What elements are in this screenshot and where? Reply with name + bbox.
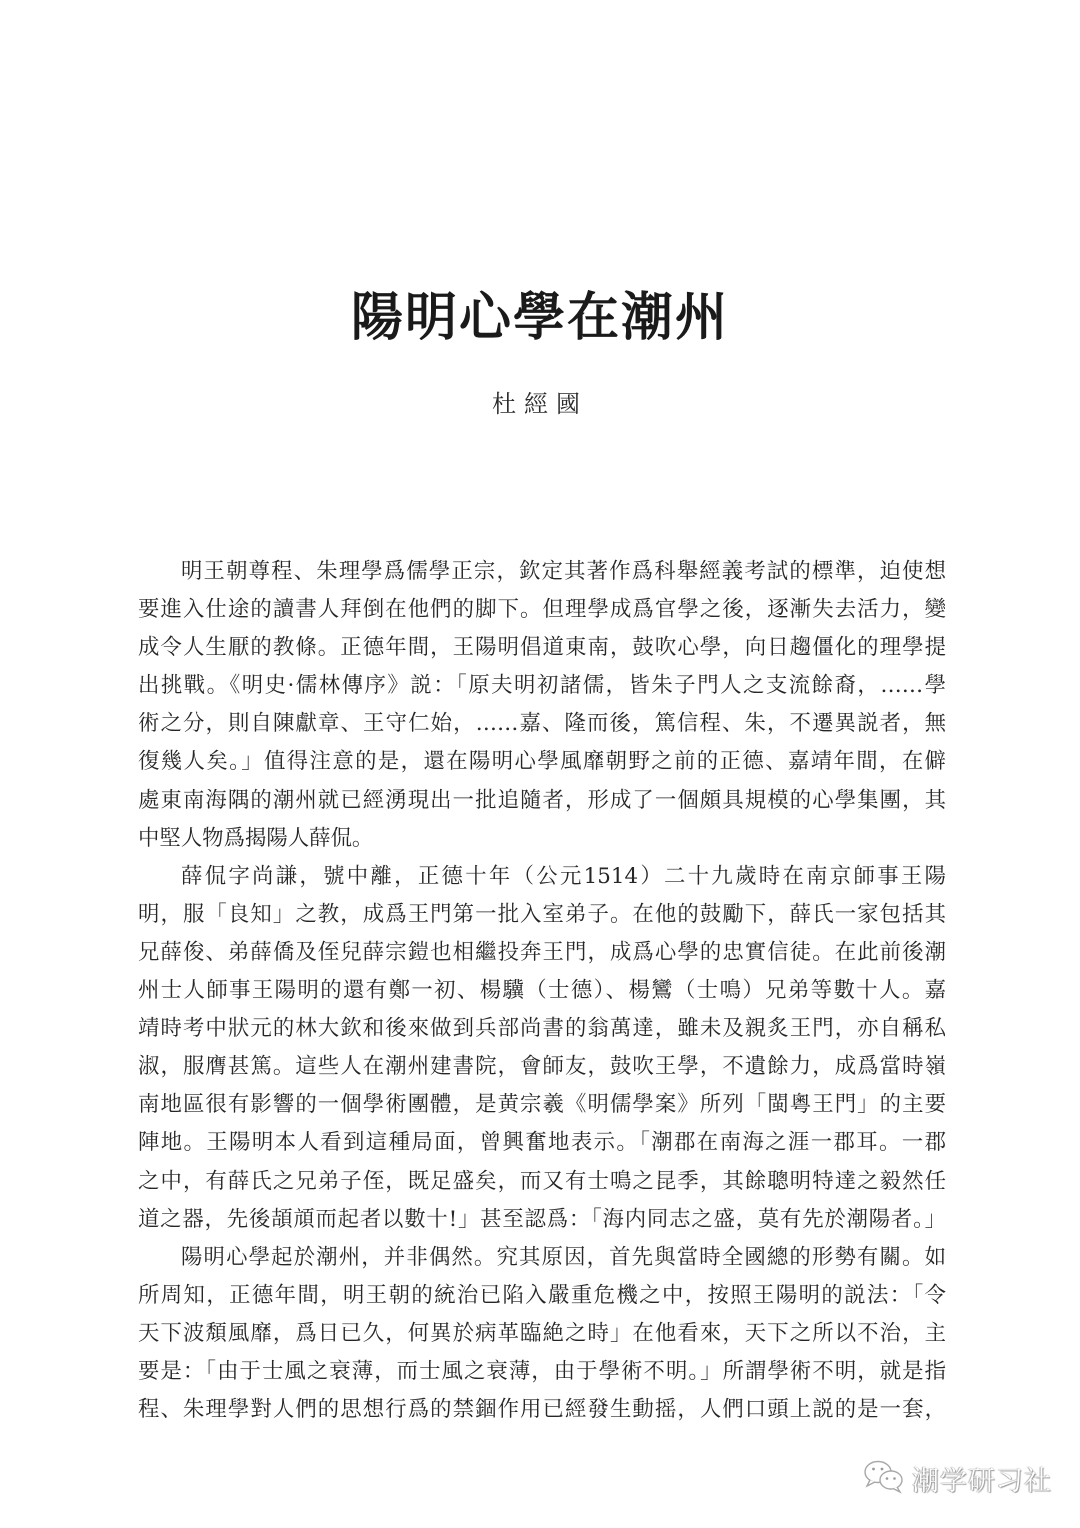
text-line: 中堅人物爲揭陽人薛侃。 bbox=[138, 825, 374, 851]
text-line: 復幾人矣。」值得注意的是，還在陽明心學風靡朝野之前的正德、嘉靖年間，在僻 bbox=[138, 749, 946, 775]
text-line: 出挑戰。《明史·儒林傳序》説：「原夫明初諸儒，皆朱子門人之支流餘裔，……學 bbox=[138, 673, 946, 699]
text-line: 靖時考中狀元的林大欽和後來做到兵部尚書的翁萬達，雖未及親炙王門，亦自稱私 bbox=[138, 1016, 946, 1042]
article-title: 陽明心學在潮州 bbox=[350, 287, 729, 348]
text-line: 明，服「良知」之教，成爲王門第一批入室弟子。在他的鼓勵下，薛氏一家包括其 bbox=[138, 901, 946, 927]
text-line: 成令人生厭的教條。正德年間，王陽明倡道東南，鼓吹心學，向日趨僵化的理學提 bbox=[138, 635, 946, 661]
text-line: 之中，有薛氏之兄弟子侄，既足盛矣，而又有士鳴之昆季，其餘聰明特達之毅然任 bbox=[138, 1168, 946, 1194]
text-line: 所周知，正德年間，明王朝的統治已陷入嚴重危機之中，按照王陽明的説法：「令 bbox=[138, 1282, 946, 1308]
text-line: 天下波頽風靡，爲日已久，何異於病革臨絶之時」在他看來，天下之所以不治，主 bbox=[138, 1320, 946, 1346]
text-line: 兄薛俊、弟薛僑及侄兒薛宗鎧也相繼投奔王門，成爲心學的忠實信徒。在此前後潮 bbox=[138, 939, 946, 965]
text-line: 陽明心學起於潮州，并非偶然。究其原因，首先與當時全國總的形勢有關。如 bbox=[181, 1244, 946, 1270]
text-line: 州士人師事王陽明的還有鄭一初、楊驥（士德）、楊鸞（士鳴）兄弟等數十人。嘉 bbox=[138, 978, 946, 1004]
text-line: 陣地。王陽明本人看到這種局面，曾興奮地表示。「潮郡在南海之涯一郡耳。一郡 bbox=[138, 1130, 946, 1156]
text-line: 淑，服膺甚篤。這些人在潮州建書院，會師友，鼓吹王學，不遺餘力，成爲當時嶺 bbox=[138, 1054, 946, 1080]
text-line: 程、朱理學對人們的思想行爲的禁錮作用已經發生動摇，人們口頭上説的是一套， bbox=[138, 1397, 946, 1423]
article-body bbox=[138, 553, 946, 1429]
text-line: 要進入仕途的讀書人拜倒在他們的脚下。但理學成爲官學之後，逐漸失去活力，變 bbox=[138, 597, 946, 623]
article-author: 杜經國 bbox=[492, 390, 588, 418]
watermark-text: 潮学研习社 bbox=[912, 1465, 1052, 1497]
wechat-icon bbox=[862, 1458, 906, 1498]
watermark bbox=[862, 1458, 1052, 1498]
text-line: 薛侃字尚謙，號中離，正德十年（公元1514）二十九歲時在南京師事王陽 bbox=[181, 863, 946, 889]
text-line: 明王朝尊程、朱理學爲儒學正宗，欽定其著作爲科舉經義考試的標準，迫使想 bbox=[181, 559, 946, 584]
text-line: 處東南海隅的潮州就已經湧現出一批追隨者，形成了一個頗具規模的心學集團，其 bbox=[138, 787, 946, 813]
text-line: 要是：「由于士風之衰薄，而士風之衰薄，由于學術不明。」所謂學術不明，就是指 bbox=[138, 1358, 946, 1384]
text-line: 術之分，則自陳獻章、王守仁始，……嘉、隆而後，篤信程、朱，不遷異説者，無 bbox=[138, 711, 946, 737]
text-line: 南地區很有影響的一個學術團體，是黄宗羲《明儒學案》所列「閩粵王門」的主要 bbox=[138, 1092, 946, 1118]
text-line: 道之器，先後頡頏而起者以數十!」甚至認爲：「海内同志之盛，莫有先於潮陽者。」 bbox=[138, 1206, 946, 1232]
